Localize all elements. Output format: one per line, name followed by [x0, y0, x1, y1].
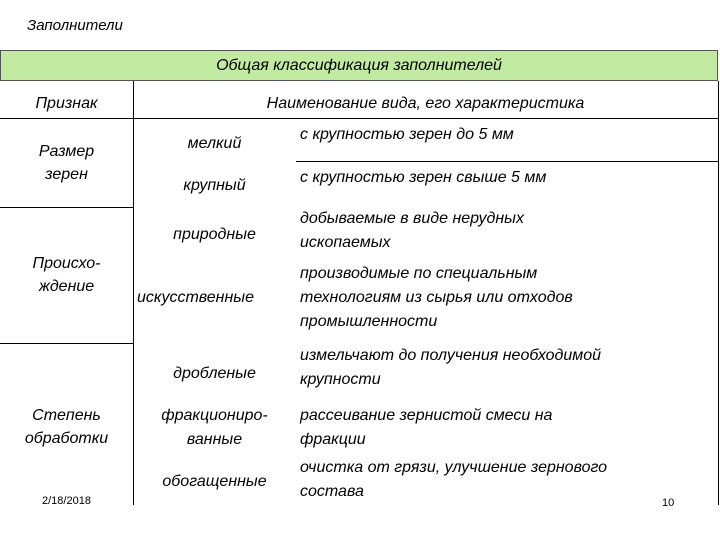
column-header-name: Наименование вида, его характеристика [266, 95, 585, 112]
desc-cell: состава [300, 483, 364, 500]
desc-cell: рассеивание зернистой смеси на [300, 407, 553, 424]
desc-cell: технологиям из сырья или отходов [300, 289, 573, 306]
desc-cell: добываемые в виде нерудных [300, 210, 524, 227]
desc-cell: очистка от грязи, улучшение зернового [300, 459, 608, 476]
desc-cell: с крупностью зерен до 5 мм [300, 126, 514, 143]
divider [296, 161, 718, 162]
group-label: Размер [38, 143, 95, 160]
type-cell: искусственные [137, 289, 254, 306]
desc-cell: крупности [300, 371, 381, 388]
divider [0, 118, 718, 119]
desc-cell: ископаемых [300, 234, 391, 251]
group-label: ждение [38, 278, 95, 295]
group-label: Степень [32, 407, 101, 424]
desc-cell: производимые по специальным [300, 265, 538, 282]
type-cell: природные [173, 226, 256, 243]
group-label: обработки [24, 430, 109, 447]
desc-cell: промышленности [300, 313, 438, 330]
desc-cell: измельчают до получения необходимой [300, 347, 602, 364]
type-cell: крупный [183, 177, 246, 194]
type-cell: ванные [186, 431, 243, 448]
type-cell: фракциониро- [161, 407, 268, 424]
column-header-feature: Признак [35, 95, 98, 112]
type-cell: мелкий [187, 135, 242, 152]
desc-cell: с крупностью зерен свыше 5 мм [300, 169, 547, 186]
page-number: 10 [662, 497, 675, 509]
page-title: Заполнители [27, 17, 123, 34]
type-cell: дробленые [173, 365, 256, 382]
banner-title: Общая классификация заполнителей [216, 57, 502, 74]
desc-cell: фракции [300, 431, 366, 448]
divider [718, 81, 719, 505]
classification-banner [0, 50, 718, 81]
type-cell: обогащенные [162, 473, 267, 490]
footer-date: 2/18/2018 [42, 495, 91, 507]
divider [0, 343, 133, 344]
group-label: зерен [45, 166, 88, 183]
divider [0, 207, 133, 208]
group-label: Происхо- [32, 255, 101, 272]
